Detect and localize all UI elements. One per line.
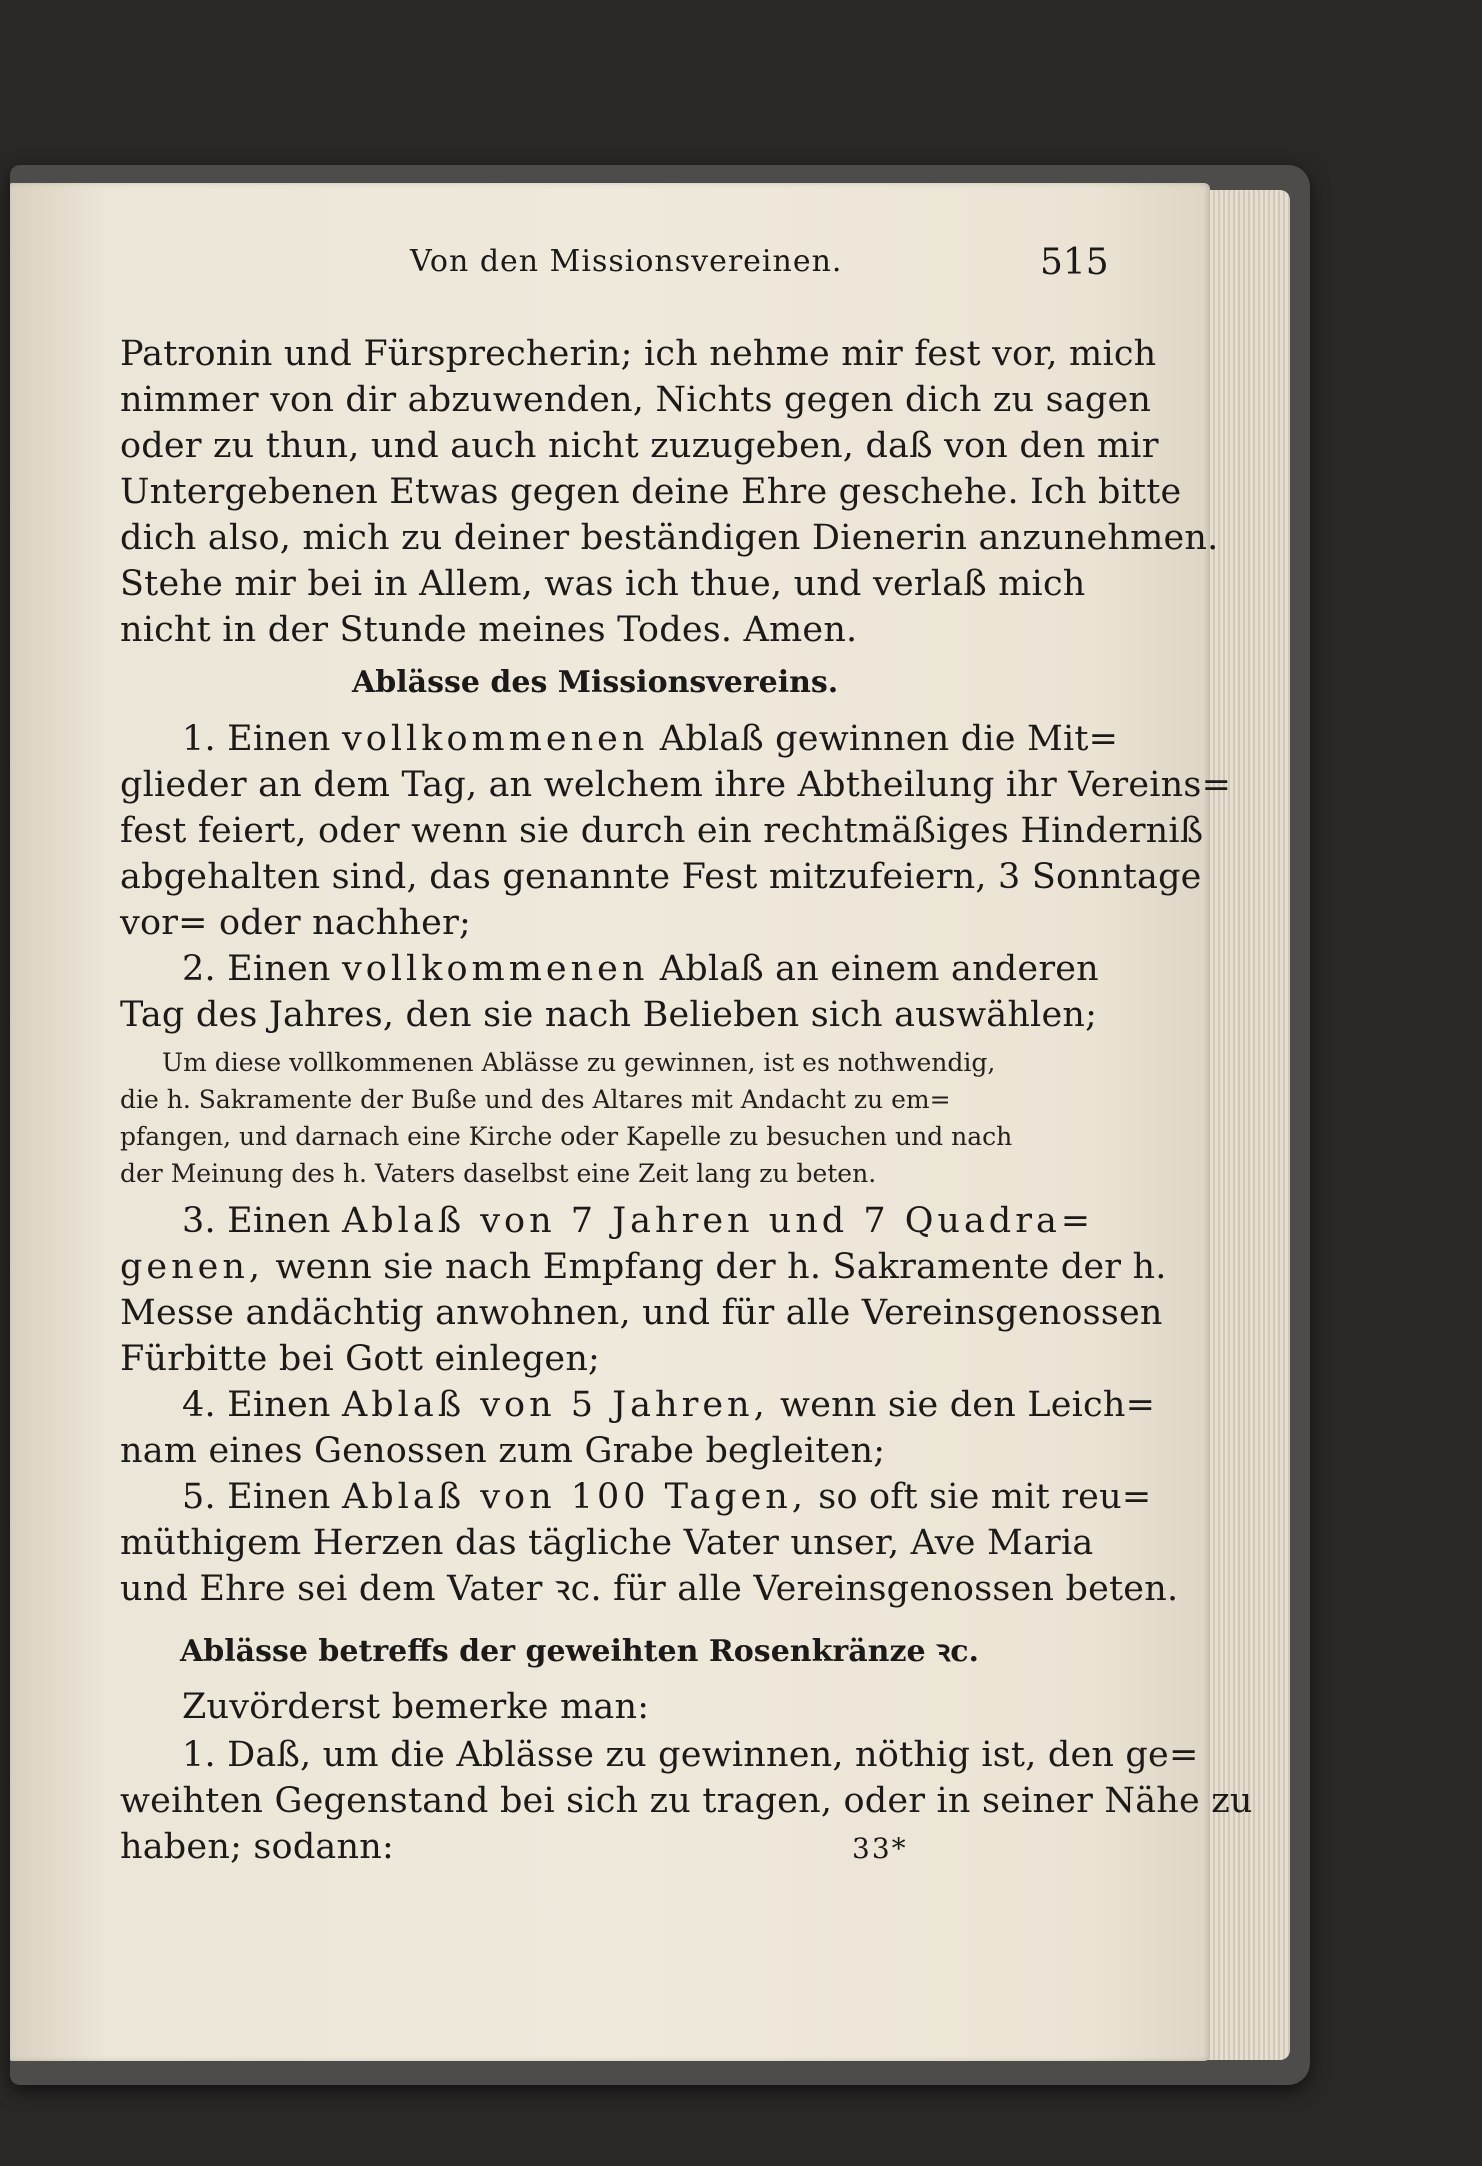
- list-item-line: glieder an dem Tag, an welchem ihre Abtheilung ihr Vereins=: [120, 765, 1232, 805]
- paragraph-line: nicht in der Stunde meines Todes. Amen.: [120, 610, 858, 650]
- emphasis: genen,: [120, 1247, 265, 1287]
- section-line: weihten Gegenstand bei sich zu tragen, oder in seiner Nähe zu: [120, 1781, 1253, 1821]
- section-line: haben; sodann:: [120, 1827, 394, 1867]
- list-item-2-line: [182, 949, 1099, 989]
- list-item-1-line: [182, 719, 1119, 759]
- item-number: 4. Einen: [182, 1385, 331, 1425]
- list-item-line: und Ehre sei dem Vater ꝛc. für alle Vereinsgenossen beten.: [120, 1569, 1179, 1609]
- emphasis: vollkommenen: [342, 949, 649, 989]
- list-item-line: fest feiert, oder wenn sie durch ein rechtmäßiges Hinderniß: [120, 811, 1204, 851]
- item-number: 2. Einen: [182, 949, 331, 989]
- list-item-line: Tag des Jahres, den sie nach Belieben sich auswählen;: [120, 995, 1098, 1035]
- list-item-4-line: [182, 1385, 1156, 1425]
- list-item-line: abgehalten sind, das genannte Fest mitzufeiern, 3 Sonntage: [120, 857, 1202, 897]
- list-item-line: Fürbitte bei Gott einlegen;: [120, 1339, 601, 1379]
- page-number: 515: [1040, 242, 1109, 283]
- list-item-line: müthigem Herzen das tägliche Vater unser, Ave Maria: [120, 1523, 1094, 1563]
- emphasis: Ablaß von 100 Tagen,: [342, 1477, 807, 1517]
- list-item-line: vor= oder nachher;: [120, 903, 472, 943]
- paragraph-line: Stehe mir bei in Allem, was ich thue, und verlaß mich: [120, 564, 1086, 604]
- paragraph-line: oder zu thun, und auch nicht zuzugeben, daß von den mir: [120, 426, 1159, 466]
- section-heading: Ablässe betreffs der geweihten Rosenkränze ꝛc.: [180, 1634, 979, 1669]
- list-item-5-line: [182, 1477, 1152, 1517]
- list-item-3-line: [182, 1201, 1095, 1241]
- emphasis: Ablaß von 7 Jahren und 7 Quadra=: [342, 1201, 1095, 1241]
- item-text: Ablaß an einem anderen: [659, 949, 1099, 989]
- emphasis: Ablaß von 5 Jahren,: [342, 1385, 769, 1425]
- list-item-line: Messe andächtig anwohnen, und für alle Vereinsgenossen: [120, 1293, 1163, 1333]
- running-header: Von den Missionsvereinen.: [410, 244, 843, 279]
- item-number: 1. Einen: [182, 719, 331, 759]
- note-line: die h. Sakramente der Buße und des Altares mit Andacht zu em=: [120, 1085, 951, 1114]
- item-number: 3. Einen: [182, 1201, 331, 1241]
- section-heading: Ablässe des Missionsvereins.: [352, 665, 839, 700]
- section-intro: Zuvörderst bemerke man:: [182, 1687, 650, 1727]
- list-item-line: [120, 1247, 1167, 1287]
- item-text: wenn sie nach Empfang der h. Sakramente der h.: [275, 1247, 1167, 1287]
- item-text: wenn sie den Leich=: [780, 1385, 1156, 1425]
- emphasis: vollkommenen: [342, 719, 649, 759]
- paragraph-line: dich also, mich zu deiner beständigen Dienerin anzunehmen.: [120, 518, 1219, 558]
- note-line: der Meinung des h. Vaters daselbst eine Zeit lang zu beten.: [120, 1159, 877, 1188]
- signature-mark: 33*: [852, 1832, 908, 1865]
- paragraph-line: Untergebenen Etwas gegen deine Ehre geschehe. Ich bitte: [120, 472, 1182, 512]
- list-item-line: nam eines Genossen zum Grabe begleiten;: [120, 1431, 886, 1471]
- note-line: Um diese vollkommenen Ablässe zu gewinnen, ist es nothwendig,: [162, 1048, 996, 1077]
- paragraph-line: Patronin und Fürsprecherin; ich nehme mir fest vor, mich: [120, 334, 1157, 374]
- item-text: so oft sie mit reu=: [818, 1477, 1152, 1517]
- note-line: pfangen, und darnach eine Kirche oder Kapelle zu besuchen und nach: [120, 1122, 1013, 1151]
- item-text: Ablaß gewinnen die Mit=: [659, 719, 1119, 759]
- paragraph-line: nimmer von dir abzuwenden, Nichts gegen dich zu sagen: [120, 380, 1152, 420]
- section-line: 1. Daß, um die Ablässe zu gewinnen, nöthig ist, den ge=: [182, 1735, 1199, 1775]
- item-number: 5. Einen: [182, 1477, 331, 1517]
